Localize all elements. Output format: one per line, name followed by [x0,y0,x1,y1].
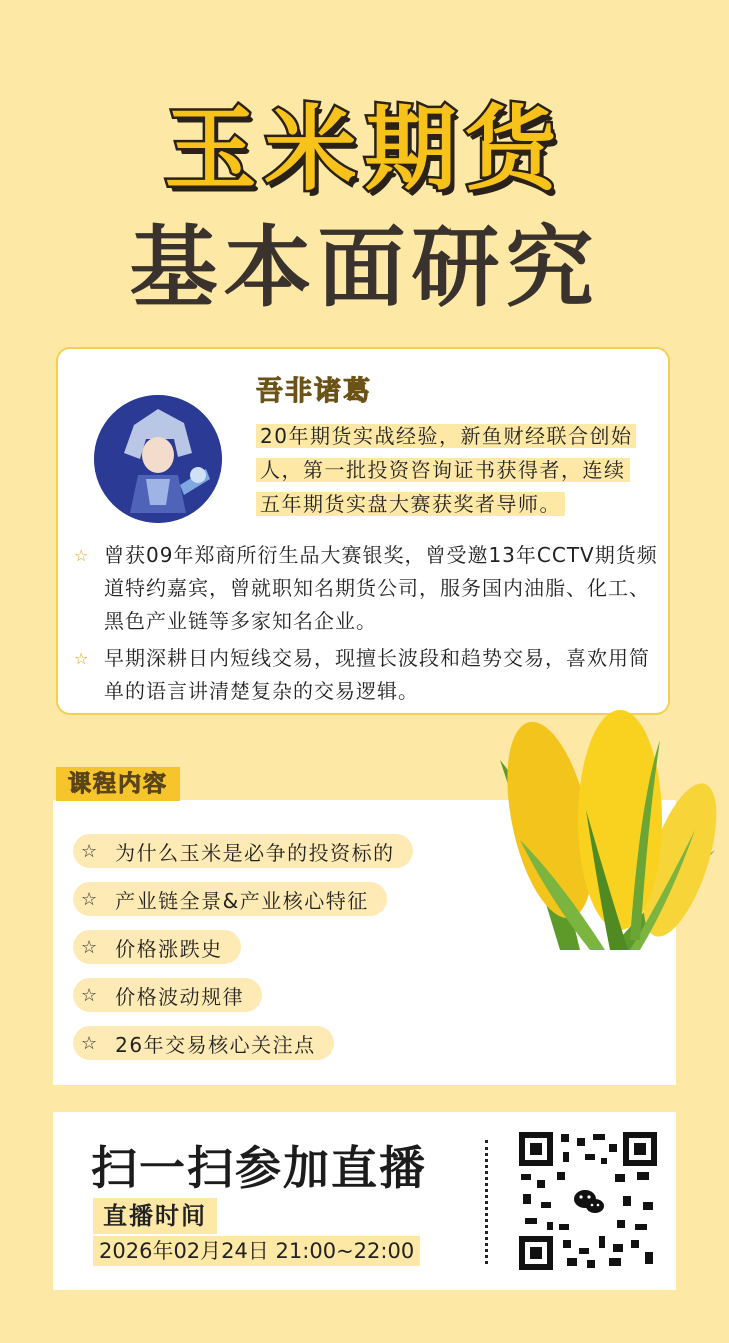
page-title: 玉米期货 [164,96,565,203]
star-icon: ☆ [81,1032,98,1054]
divider [485,1140,488,1264]
star-icon: ☆ [81,840,98,862]
teacher-avatar [94,395,222,523]
teacher-intro [256,419,666,521]
intro-line: 20年期货实战经验，新鱼财经联合创始 [256,419,666,453]
course-item: ☆ 价格涨跌史 [73,930,241,964]
intro-line: 五年期货实盘大赛获奖者导师。 [256,487,666,521]
course-section-label: 课程内容 [56,767,180,801]
star-icon: ☆ [74,546,90,565]
star-icon: ☆ [74,649,90,668]
live-time-value: 2026年02月24日 21:00~22:00 [93,1236,420,1266]
corn-illustration [490,700,720,960]
course-item: ☆ 产业链全景&产业核心特征 [73,882,387,916]
course-item: ☆ 26年交易核心关注点 [73,1026,334,1060]
teacher-name: 吾非诸葛 [256,376,372,407]
intro-line: 人，第一批投资咨询证书获得者，连续 [256,453,666,487]
star-icon: ☆ [81,984,98,1006]
list-item: ☆ 早期深耕日内短线交易，现擅长波段和趋势交易，喜欢用简单的语言讲清楚复杂的交易逻辑。 [74,642,664,708]
course-item: ☆ 为什么玉米是必争的投资标的 [73,834,413,868]
live-time-label: 直播时间 [93,1198,217,1234]
qr-code[interactable] [519,1132,657,1270]
cta-text: 扫一扫参加直播 [91,1141,427,1195]
teacher-bullets [74,539,664,712]
teacher-card [56,347,670,715]
page-subtitle: 基本面研究 [129,216,600,319]
footer-panel [53,1112,676,1290]
course-list [73,834,413,1074]
star-icon: ☆ [81,888,98,910]
star-icon: ☆ [81,936,98,958]
list-item: ☆ 曾获09年郑商所衍生品大赛银奖，曾受邀13年CCTV期货频道特约嘉宾，曾就职知名期货公司，服务国内油脂、化工、黑色产业链等多家知名企业。 [74,539,664,638]
course-item: ☆ 价格波动规律 [73,978,262,1012]
